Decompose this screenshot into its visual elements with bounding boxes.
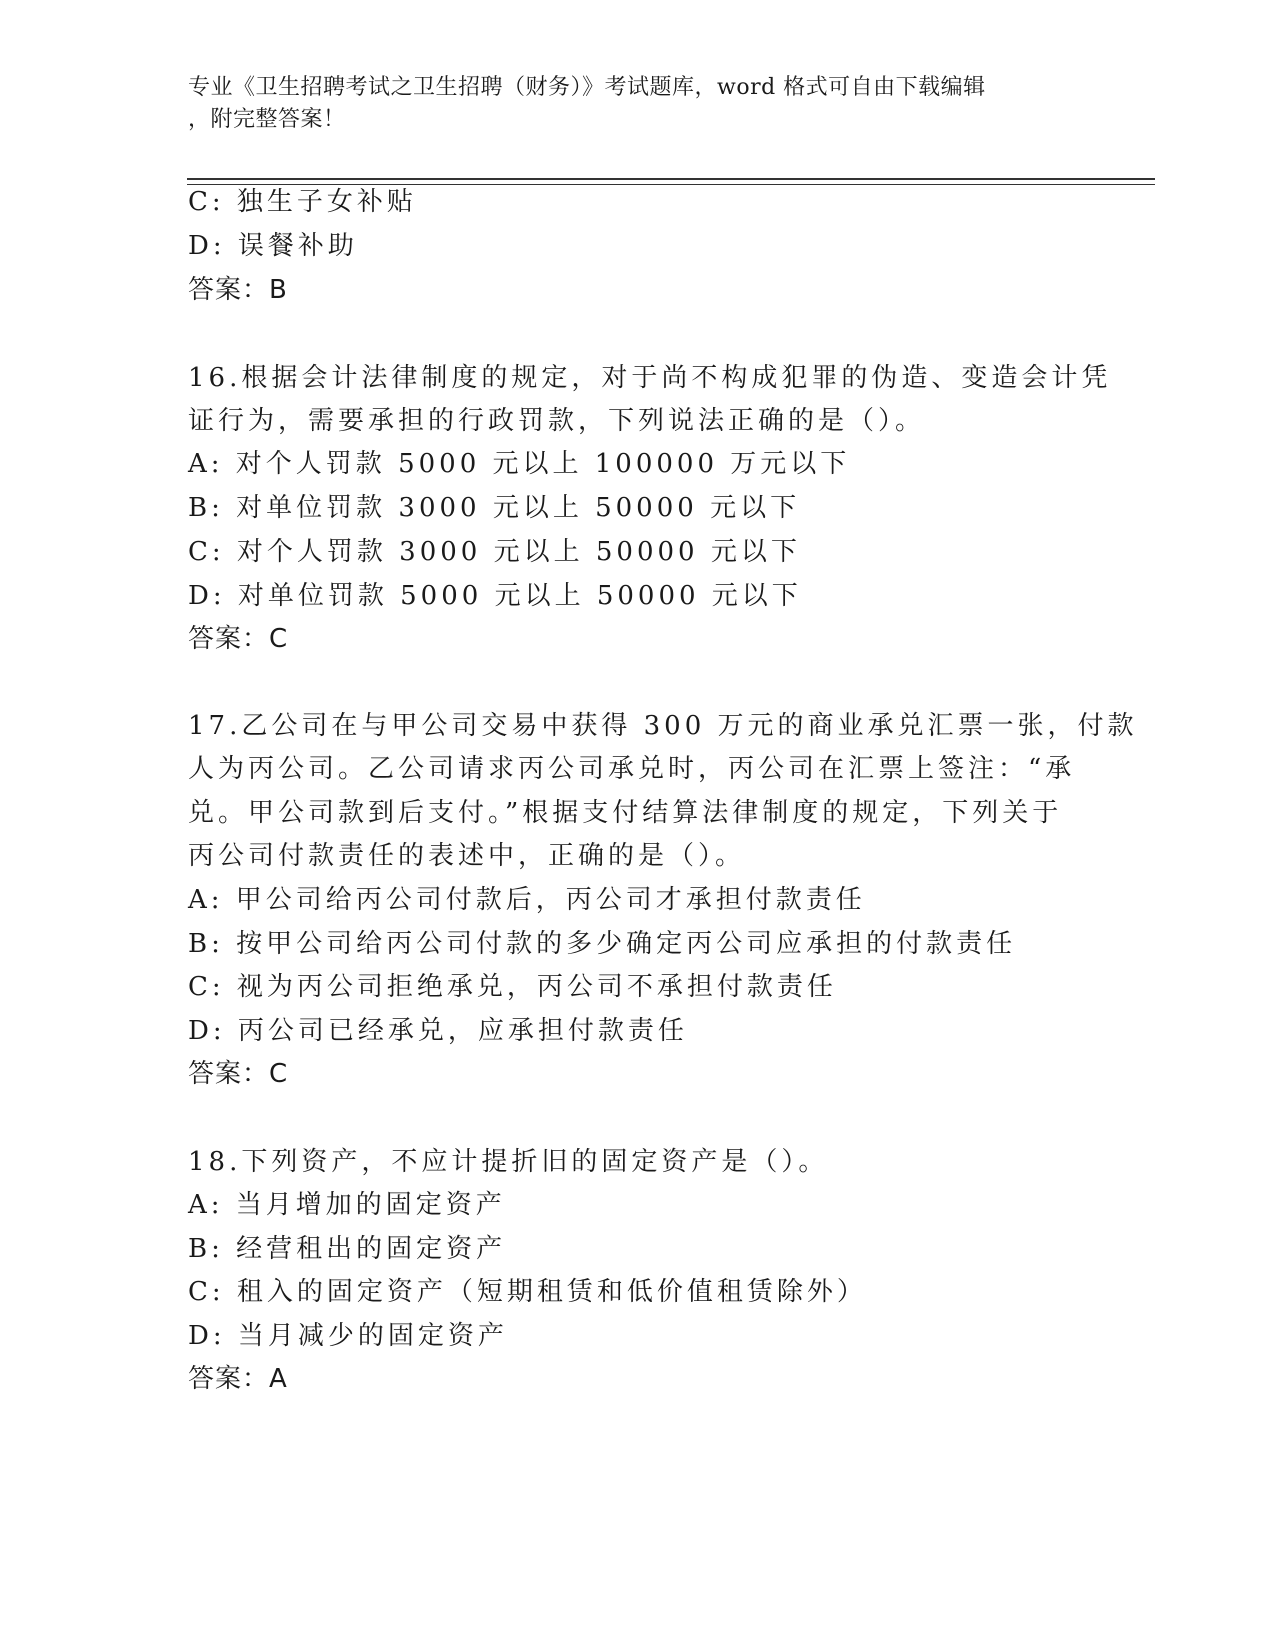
q16-stem-line-2: 证行为，需要承担的行政罚款，下列说法正确的是（）。	[188, 406, 926, 436]
q17-stem-line-1: 17.乙公司在与甲公司交易中获得 300 万元的商业承兑汇票一张，付款	[188, 711, 1138, 741]
q17-answer: 答案：C	[188, 1059, 289, 1089]
q16-option-c: C: 对个人罚款 3000 元以上 50000 元以下	[188, 537, 801, 567]
header-rule-thick	[187, 178, 1155, 180]
q16-option-d: D: 对单位罚款 5000 元以上 50000 元以下	[188, 581, 802, 611]
q18-option-b: B: 经营租出的固定资产	[188, 1234, 507, 1264]
q17-stem-line-4: 丙公司付款责任的表述中，正确的是（）。	[188, 841, 746, 871]
q17-stem-line-2: 人为丙公司。乙公司请求丙公司承兑时，丙公司在汇票上签注：“承	[188, 754, 1076, 784]
q18-option-c: C: 租入的固定资产（短期租赁和低价值租赁除外）	[188, 1277, 867, 1307]
q16-option-a: A: 对个人罚款 5000 元以上 100000 万元以下	[188, 449, 851, 479]
document-header	[188, 72, 1088, 136]
q16-stem-line-1: 16.根据会计法律制度的规定，对于尚不构成犯罪的伪造、变造会计凭	[188, 363, 1112, 393]
q16-option-b: B: 对单位罚款 3000 元以上 50000 元以下	[188, 493, 801, 523]
q17-option-c: C: 视为丙公司拒绝承兑，丙公司不承担付款责任	[188, 972, 837, 1002]
q16-answer: 答案：C	[188, 624, 289, 654]
header-line-2: ，附完整答案！	[188, 107, 346, 132]
q15-option-d: D: 误餐补助	[188, 231, 358, 261]
q18-stem-line-1: 18.下列资产，不应计提折旧的固定资产是（）。	[188, 1147, 829, 1177]
q17-option-a: A: 甲公司给丙公司付款后，丙公司才承担付款责任	[188, 885, 866, 915]
q18-option-a: A: 当月增加的固定资产	[188, 1190, 506, 1220]
q18-answer: 答案：A	[188, 1364, 288, 1394]
q17-stem-line-3: 兑。甲公司款到后支付。”根据支付结算法律制度的规定，下列关于	[188, 798, 1063, 828]
q17-option-b: B: 按甲公司给丙公司付款的多少确定丙公司应承担的付款责任	[188, 929, 1017, 959]
q17-option-d: D: 丙公司已经承兑，应承担付款责任	[188, 1016, 688, 1046]
q15-option-c: C: 独生子女补贴	[188, 187, 417, 217]
q15-answer: 答案：B	[188, 275, 288, 305]
header-line-1: 专业《卫生招聘考试之卫生招聘（财务）》考试题库，word 格式可自由下载编辑	[188, 75, 986, 100]
q18-option-d: D: 当月减少的固定资产	[188, 1321, 508, 1351]
